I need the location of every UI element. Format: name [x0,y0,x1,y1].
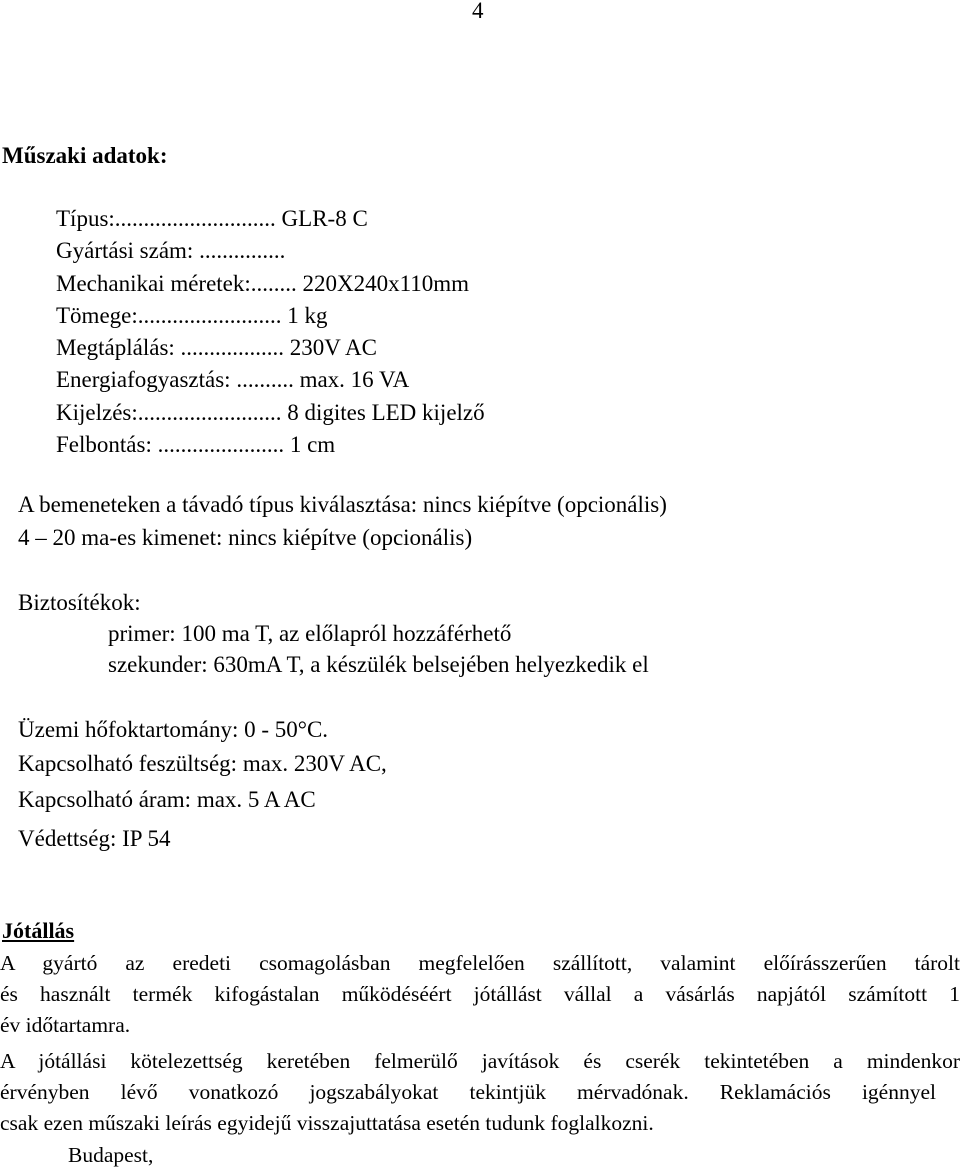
page-number: 4 [472,0,484,23]
spec-dimensions: Mechanikai méretek:........ 220X240x110mm [56,270,470,296]
input-line: A bemeneteken a távadó típus kiválasztása: nincs kiépítve (opcionális) [18,492,667,517]
specs-title: Műszaki adatok: [2,143,168,168]
fuses-title: Biztosítékok: [18,590,141,615]
warranty-p2-line-3: csak ezen műszaki leírás egyidejű visszajuttatása esetén tudunk foglalkozni. [0,1111,654,1135]
spec-consumption: Energiafogyasztás: .......... max. 16 VA [56,367,410,393]
output-line: 4 – 20 ma-es kimenet: nincs kiépítve (opcionális) [18,525,473,550]
warranty-p2-line-2: érvényben lévő vonatkozó jogszabályokat tekintjük mérvadónak. Reklamációs igénnyel [0,1080,936,1104]
warranty-p1-line-1: A gyártó az eredeti csomagolásban megfelelően szállított, valamint előírásszerűen tárolt [0,951,960,975]
spec-type: Típus:............................ GLR-8 C [56,206,368,231]
spec-display: Kijelzés:......................... 8 digites LED kijelző [56,399,485,425]
warranty-p2-line-1: A jótállási kötelezettség keretében felmerülő javítások és cserék tekintetében a mindenkor [0,1049,960,1073]
warranty-p1-line-3: év időtartamra. [0,1013,131,1037]
spec-serial: Gyártási szám: ............... [56,238,286,264]
spec-weight: Tömege:......................... 1 kg [56,302,328,328]
switch-current: Kapcsolható áram: max. 5 A AC [18,787,316,812]
place: Budapest, [68,1143,154,1167]
warranty-paragraph-1 [0,948,960,1041]
fuse-primary: primer: 100 ma T, az előlapról hozzáférhető [108,621,512,646]
spec-power: Megtáplálás: .................. 230V AC [56,335,377,361]
spec-resolution: Felbontás: ...................... 1 cm [56,432,336,458]
warranty-paragraph-2 [0,1046,960,1139]
warranty-p1-line-2: és használt termék kifogástalan működéséért jótállást vállal a vásárlás napjától számított 1 [0,982,960,1006]
switch-voltage: Kapcsolható feszültség: max. 230V AC, [18,751,387,776]
protection-rating: Védettség: IP 54 [18,826,171,851]
spec-list [56,203,485,461]
warranty-title: Jótállás [2,918,75,943]
operating-temp: Üzemi hőfoktartomány: 0 - 50°C. [18,717,329,742]
fuse-secondary: szekunder: 630mA T, a készülék belsejében helyezkedik el [108,652,649,677]
